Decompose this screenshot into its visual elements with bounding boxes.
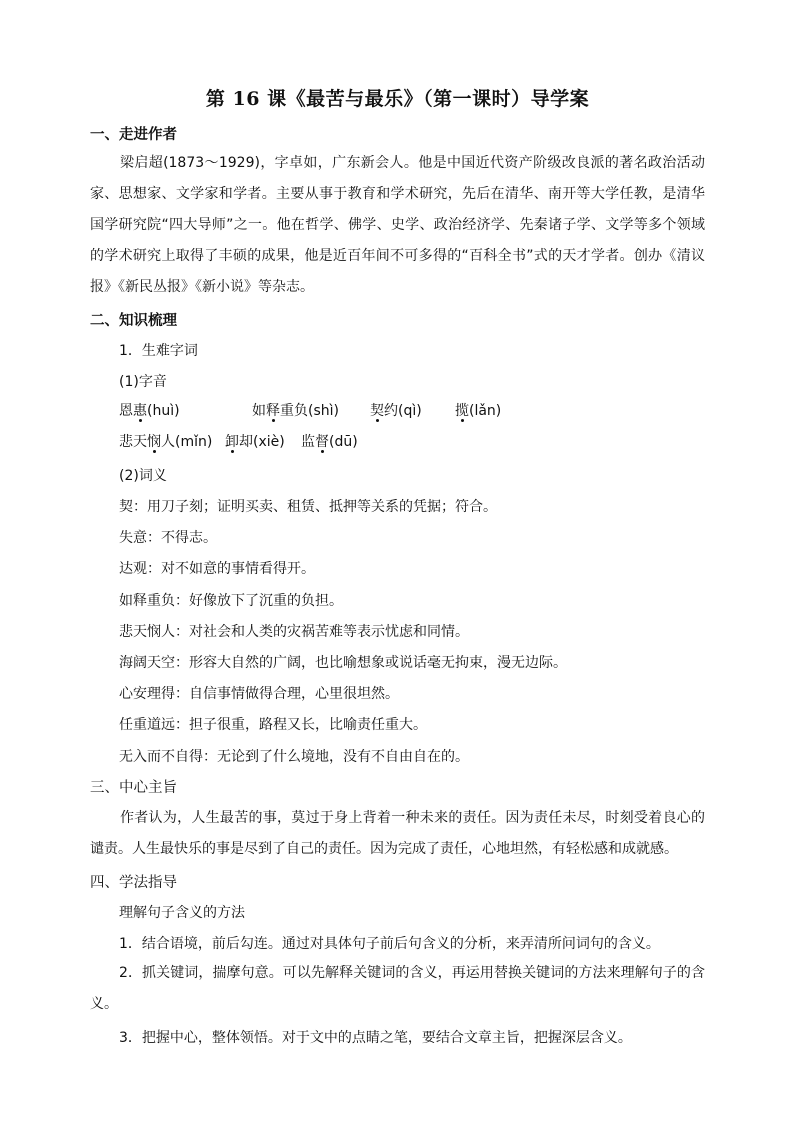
pronunciation-label: (1)字音	[119, 374, 167, 390]
author-paragraph: 梁启超(1873～1929)，字卓如，广东新会人。他是中国近代资产阶级改良派的著名政治活动家、思想家、文学家和学者。主要从事于教育和学术研究，先后在清华、南开等大学任教，是清华国学研究院“四大导师”之一。他在哲学、佛学、史学、政治经济学、先秦诸子学、文学等多个领域的学术研究上取得了丰硕的成果，他是近百年间不可多得的“百科全书”式的天才学者。创办《清议报》《新民丛报》《新小说》等杂志。	[90, 155, 705, 295]
section-heading-author: 一、走进作者	[90, 127, 177, 143]
meaning-label: (2)词义	[119, 468, 167, 484]
meaning-item: 如释重负：好像放下了沉重的负担。	[119, 593, 343, 609]
pron-word-enhui: 恩惠(huì)	[119, 403, 180, 419]
method-intro: 理解句子含义的方法	[119, 905, 245, 921]
meaning-item: 契：用刀子刻；证明买卖、租赁、抵押等关系的凭据；符合。	[119, 499, 497, 515]
method-item: 2．抓关键词，揣摩句意。可以先解释关键词的含义，再运用替换关键词的方法来理解句子的含义。	[90, 965, 705, 1012]
document-title: 第 16 课《最苦与最乐》（第一课时）导学案	[205, 88, 590, 110]
pron-word-beitianminren: 悲天悯人(mǐn)	[119, 434, 213, 450]
pron-word-qiyue: 契约(qì)	[370, 403, 422, 419]
section-heading-method: 四、学法指导	[90, 875, 177, 891]
meaning-item: 任重道远：担子很重，路程又长，比喻责任重大。	[119, 717, 427, 733]
meaning-item: 海阔天空：形容大自然的广阔，也比喻想象或说话毫无拘束，漫无边际。	[119, 655, 567, 671]
section-heading-knowledge: 二、知识梳理	[90, 313, 177, 329]
pron-word-lan: 揽(lǎn)	[455, 403, 502, 419]
pron-word-xiequ: 卸却(xiè)	[225, 434, 285, 450]
meaning-item: 失意：不得志。	[119, 530, 217, 546]
theme-paragraph: 作者认为，人生最苦的事，莫过于身上背着一种未来的责任。因为责任未尽，时刻受着良心的谴责。人生最快乐的事是尽到了自己的责任。因为完成了责任，心地坦然，有轻松感和成就感。	[90, 810, 705, 857]
pron-word-rushizhongfu: 如释重负(shì)	[252, 403, 339, 419]
section-heading-theme: 三、中心主旨	[90, 780, 177, 796]
method-item: 3．把握中心，整体领悟。对于文中的点睛之笔，要结合文章主旨，把握深层含义。	[119, 1030, 632, 1046]
method-item: 1．结合语境，前后勾连。通过对具体句子前后句含义的分析，来弄清所问词句的含义。	[119, 936, 660, 952]
meaning-item: 达观：对不如意的事情看得开。	[119, 561, 315, 577]
subsection-vocab: 1．生难字词	[119, 343, 198, 359]
meaning-item: 心安理得：自信事情做得合理，心里很坦然。	[119, 686, 399, 702]
pron-word-jiandu: 监督(dū)	[301, 434, 358, 450]
meaning-item: 无入而不自得：无论到了什么境地，没有不自由自在的。	[119, 749, 469, 765]
meaning-item: 悲天悯人：对社会和人类的灾祸苦难等表示忧虑和同情。	[119, 624, 469, 640]
